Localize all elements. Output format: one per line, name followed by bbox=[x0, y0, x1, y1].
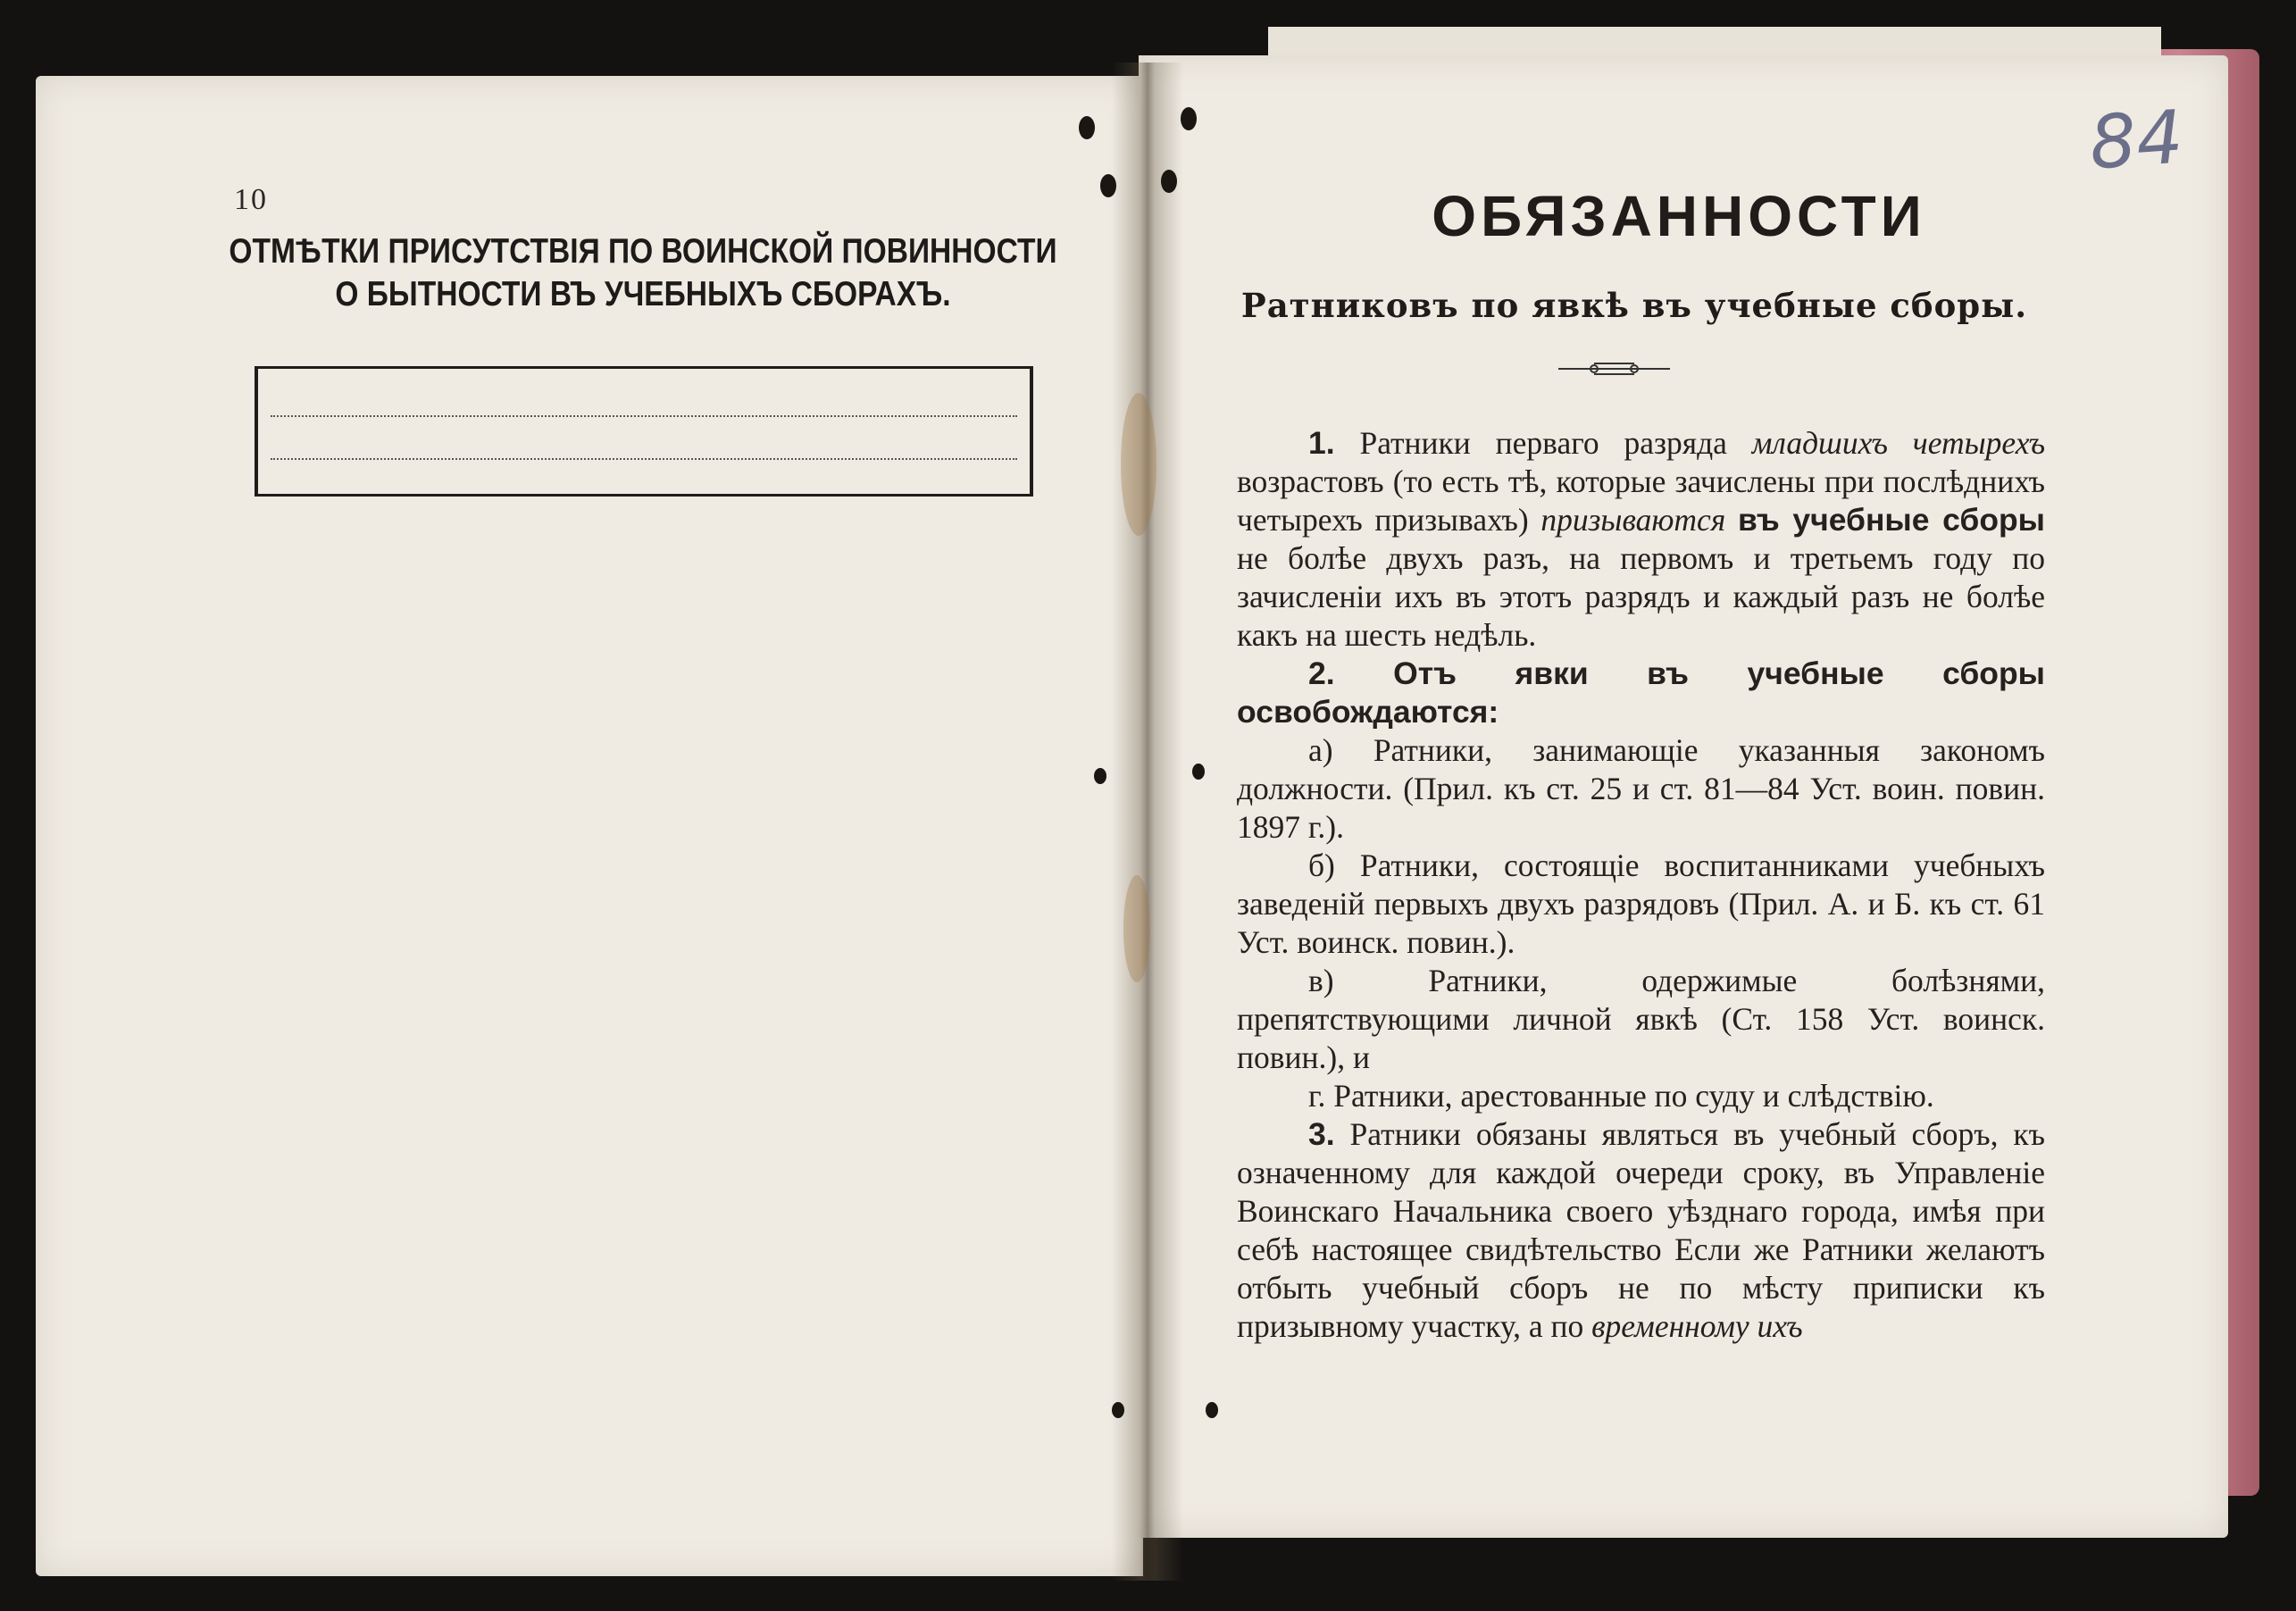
binding-hole bbox=[1181, 107, 1197, 130]
body-text bbox=[1237, 424, 2045, 1346]
heading-line-2: О БЫТНОСТИ ВЪ УЧЕБНЫХЪ СБОРАХЪ. bbox=[335, 275, 951, 313]
binding-hole bbox=[1161, 170, 1177, 193]
paragraph-3: 3. Ратники обязаны являться въ учебный сборъ, къ означенному для каждой очереди сроку, въ Управленіе Воинскаго Начальника своего уѣзднаго города, имѣя при себѣ настоящее свидѣтельство Если же Ратники желаютъ отбыть учебный сборъ не по мѣсту приписки къ призывному участку, а по временному ихъ bbox=[1237, 1116, 2045, 1344]
page-title: ОБЯЗАННОСТИ bbox=[1432, 184, 1926, 248]
binding-hole bbox=[1112, 1402, 1124, 1418]
page-subtitle: Ратниковъ по явкѣ въ учебные сборы. bbox=[1240, 286, 2028, 325]
binding-hole bbox=[1206, 1402, 1218, 1418]
book-gutter bbox=[1112, 63, 1183, 1581]
paper-stain bbox=[1123, 875, 1150, 982]
record-box bbox=[255, 366, 1033, 497]
paragraph-number: 3. bbox=[1308, 1116, 1335, 1152]
binding-hole bbox=[1094, 768, 1106, 784]
page-number: 10 bbox=[234, 183, 268, 216]
paragraph-number: 1. bbox=[1308, 425, 1335, 461]
left-page-heading bbox=[205, 230, 1081, 316]
handwritten-folio: 84 bbox=[2086, 95, 2186, 187]
record-dotted-line bbox=[271, 415, 1017, 417]
paragraph-1: 1. Ратники перваго разряда младшихъ четырехъ возрастовъ (то есть тѣ, которые зачислены при послѣднихъ четырехъ призывахъ) призываются въ учебные сборы не болѣе двухъ разъ, на первомъ и третьемъ году по зачисленіи ихъ въ этотъ разрядъ и каждый разъ не болѣе какъ на шесть недѣль. bbox=[1237, 425, 2046, 653]
divider-ornament bbox=[1558, 355, 1670, 382]
list-item: г. Ратники, арестованные по суду и слѣдствію. bbox=[1308, 1078, 1934, 1114]
heading-line-1: ОТМѢТКИ ПРИСУТСТВІЯ ПО ВОИНСКОЙ ПОВИННОСТИ bbox=[229, 232, 1057, 271]
binding-hole bbox=[1079, 116, 1095, 139]
list-item: а) Ратники, занимающіе указанныя закономъ должности. (Прил. къ ст. 25 и ст. 81—84 Уст. воин. повин. 1897 г.). bbox=[1237, 732, 2045, 845]
binding-hole bbox=[1192, 764, 1205, 780]
list-item: в) Ратники, одержимые болѣзнями, препятствующими личной явкѣ (Ст. 158 Уст. воинск. повин.), и bbox=[1237, 963, 2045, 1075]
record-dotted-line bbox=[271, 458, 1017, 460]
paragraph-2-heading: 2. Отъ явки въ учебные сборы освобождаются: bbox=[1237, 655, 2045, 730]
list-item: б) Ратники, состоящіе воспитанниками учебныхъ заведеній первыхъ двухъ разрядовъ (Прил. А. и Б. къ ст. 61 Уст. воинск. повин.). bbox=[1237, 847, 2045, 960]
binding-hole bbox=[1100, 174, 1116, 197]
paper-stain bbox=[1121, 393, 1156, 536]
